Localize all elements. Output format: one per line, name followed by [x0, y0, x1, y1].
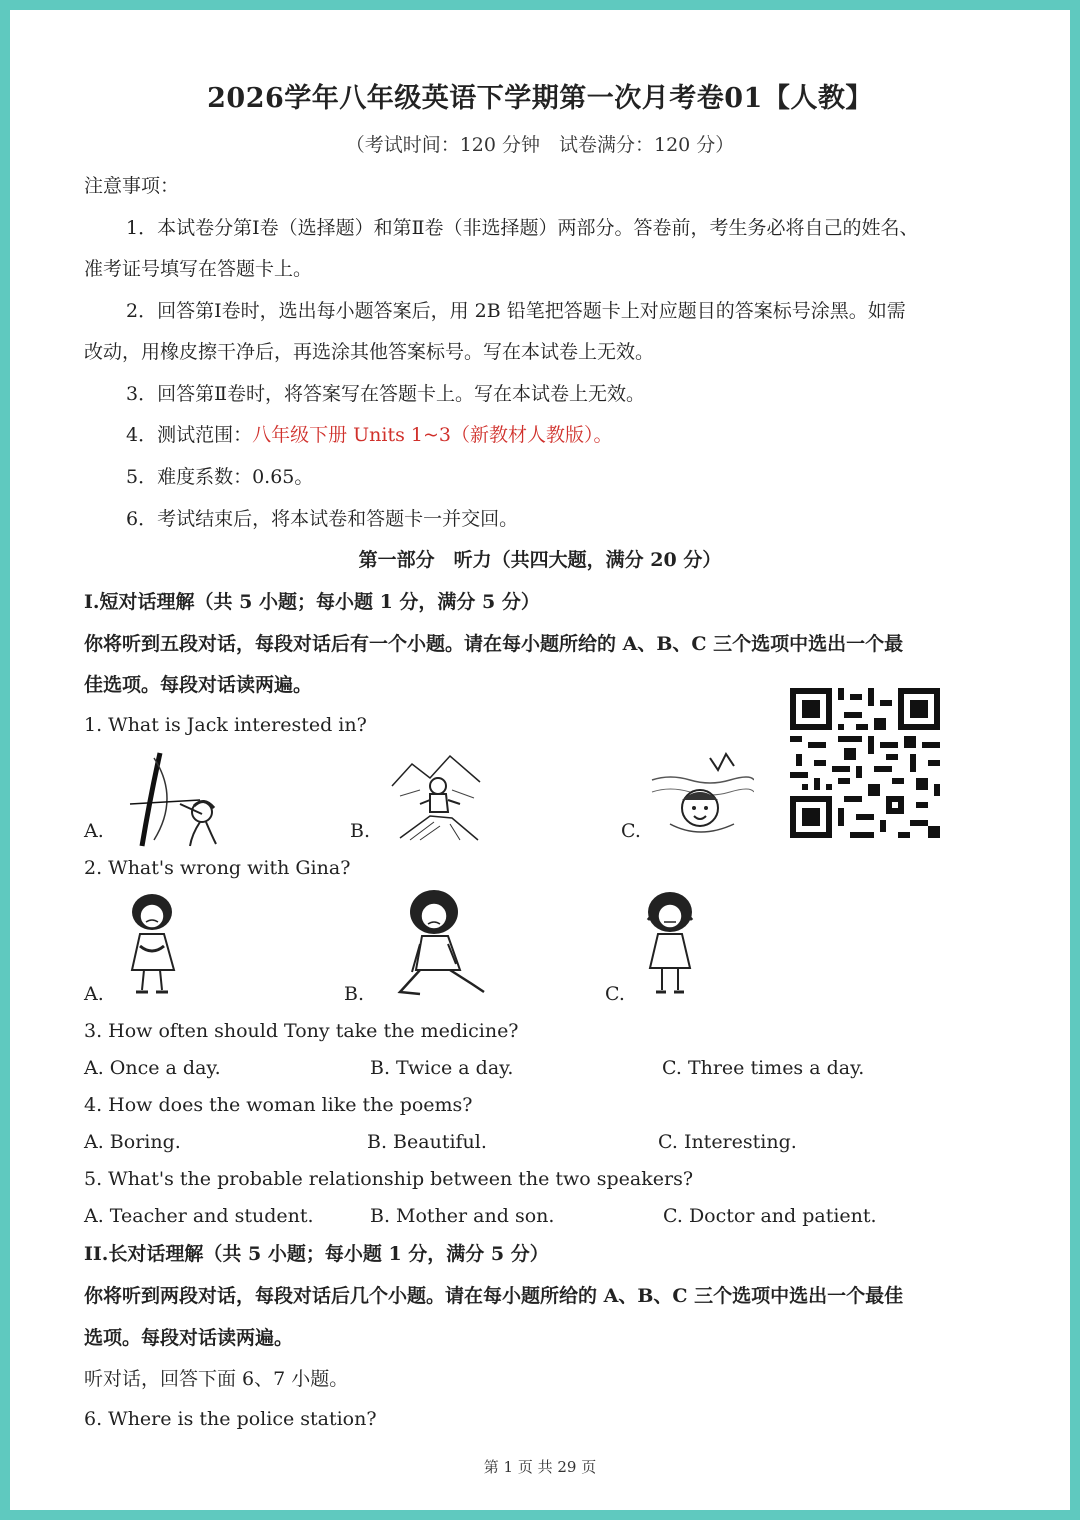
- page-number: 第 1 页 共 29 页: [483, 1458, 597, 1476]
- note-5: 5．难度系数：0.65。: [126, 466, 314, 488]
- question-2: 2. What's wrong with Gina?: [84, 857, 351, 879]
- note-4-scope: 八年级下册 Units 1~3（新教材人教版）。: [252, 424, 613, 446]
- section-2-instructions-line-1: 你将听到两段对话，每段对话后几个小题。请在每小题所给的 A、B、C 三个选项中选出一个最佳: [84, 1285, 904, 1307]
- q5-option-b: B. Mother and son.: [370, 1205, 555, 1227]
- page-title: 2026学年八年级英语下学期第一次月考卷01【人教】: [207, 83, 873, 114]
- question-3: 3. How often should Tony take the medicine?: [84, 1020, 519, 1042]
- qr-code-image: [790, 688, 940, 838]
- listen-instruction: 听对话，回答下面 6、7 小题。: [84, 1368, 349, 1390]
- q2-option-c-label: C.: [605, 983, 625, 1005]
- note-4-prefix: 4．测试范围：: [126, 424, 253, 446]
- question-6: 6. Where is the police station?: [84, 1408, 377, 1430]
- part-1-heading: 第一部分 听力（共四大题，满分 20 分）: [358, 549, 722, 571]
- section-2-instructions-line-2: 选项。每段对话读两遍。: [84, 1327, 294, 1349]
- q3-option-a: A. Once a day.: [84, 1057, 221, 1079]
- note-2-line-1: 2．回答第Ⅰ卷时，选出每小题答案后，用 2B 铅笔把答题卡上对应题目的答案标号涂黑。如需: [126, 300, 906, 322]
- q4-option-b: B. Beautiful.: [367, 1131, 487, 1153]
- q1-option-b-label: B.: [350, 820, 371, 842]
- section-2-heading: II.长对话理解（共 5 小题；每小题 1 分，满分 5 分）: [84, 1243, 549, 1265]
- note-1-line-1: 1．本试卷分第Ⅰ卷（选择题）和第Ⅱ卷（非选择题）两部分。答卷前，考生务必将自己的姓名、: [126, 217, 919, 239]
- note-6: 6．考试结束后，将本试卷和答题卡一并交回。: [126, 508, 519, 530]
- q2-option-a-label: A.: [84, 983, 104, 1005]
- swimming-image: [650, 750, 754, 842]
- note-4: [126, 423, 612, 447]
- q4-option-a: A. Boring.: [84, 1131, 181, 1153]
- q2-option-b-label: B.: [344, 983, 365, 1005]
- q5-option-a: A. Teacher and student.: [84, 1205, 314, 1227]
- notes-heading: 注意事项：: [84, 175, 180, 197]
- q4-option-c: C. Interesting.: [658, 1131, 797, 1153]
- girl-stomachache-image: [118, 890, 188, 1000]
- exam-subtitle: （考试时间：120 分钟 试卷满分：120 分）: [345, 134, 735, 156]
- note-2-line-2: 改动，用橡皮擦干净后，再选涂其他答案标号。写在本试卷上无效。: [84, 341, 655, 363]
- section-1-instructions-line-1: 你将听到五段对话，每段对话后有一个小题。请在每小题所给的 A、B、C 三个选项中选出一个最: [84, 633, 904, 655]
- q1-option-a-label: A.: [84, 820, 104, 842]
- q3-option-b: B. Twice a day.: [370, 1057, 514, 1079]
- girl-headache-image: [636, 890, 706, 1002]
- note-1-line-2: 准考证号填写在答题卡上。: [84, 258, 313, 280]
- question-4: 4. How does the woman like the poems?: [84, 1094, 473, 1116]
- archery-image: [120, 748, 220, 848]
- note-3: 3．回答第Ⅱ卷时，将答案写在答题卡上。写在本试卷上无效。: [126, 383, 646, 405]
- question-5: 5. What's the probable relationship between the two speakers?: [84, 1168, 694, 1190]
- q5-option-c: C. Doctor and patient.: [663, 1205, 877, 1227]
- hiking-image: [390, 746, 482, 842]
- girl-hurt-knee-image: [390, 888, 490, 1000]
- q3-option-c: C. Three times a day.: [662, 1057, 865, 1079]
- exam-page: [10, 10, 1070, 1510]
- question-1: 1. What is Jack interested in?: [84, 714, 367, 736]
- section-1-heading: I.短对话理解（共 5 小题；每小题 1 分，满分 5 分）: [84, 591, 540, 613]
- q1-option-c-label: C.: [621, 820, 641, 842]
- section-1-instructions-line-2: 佳选项。每段对话读两遍。: [84, 674, 313, 696]
